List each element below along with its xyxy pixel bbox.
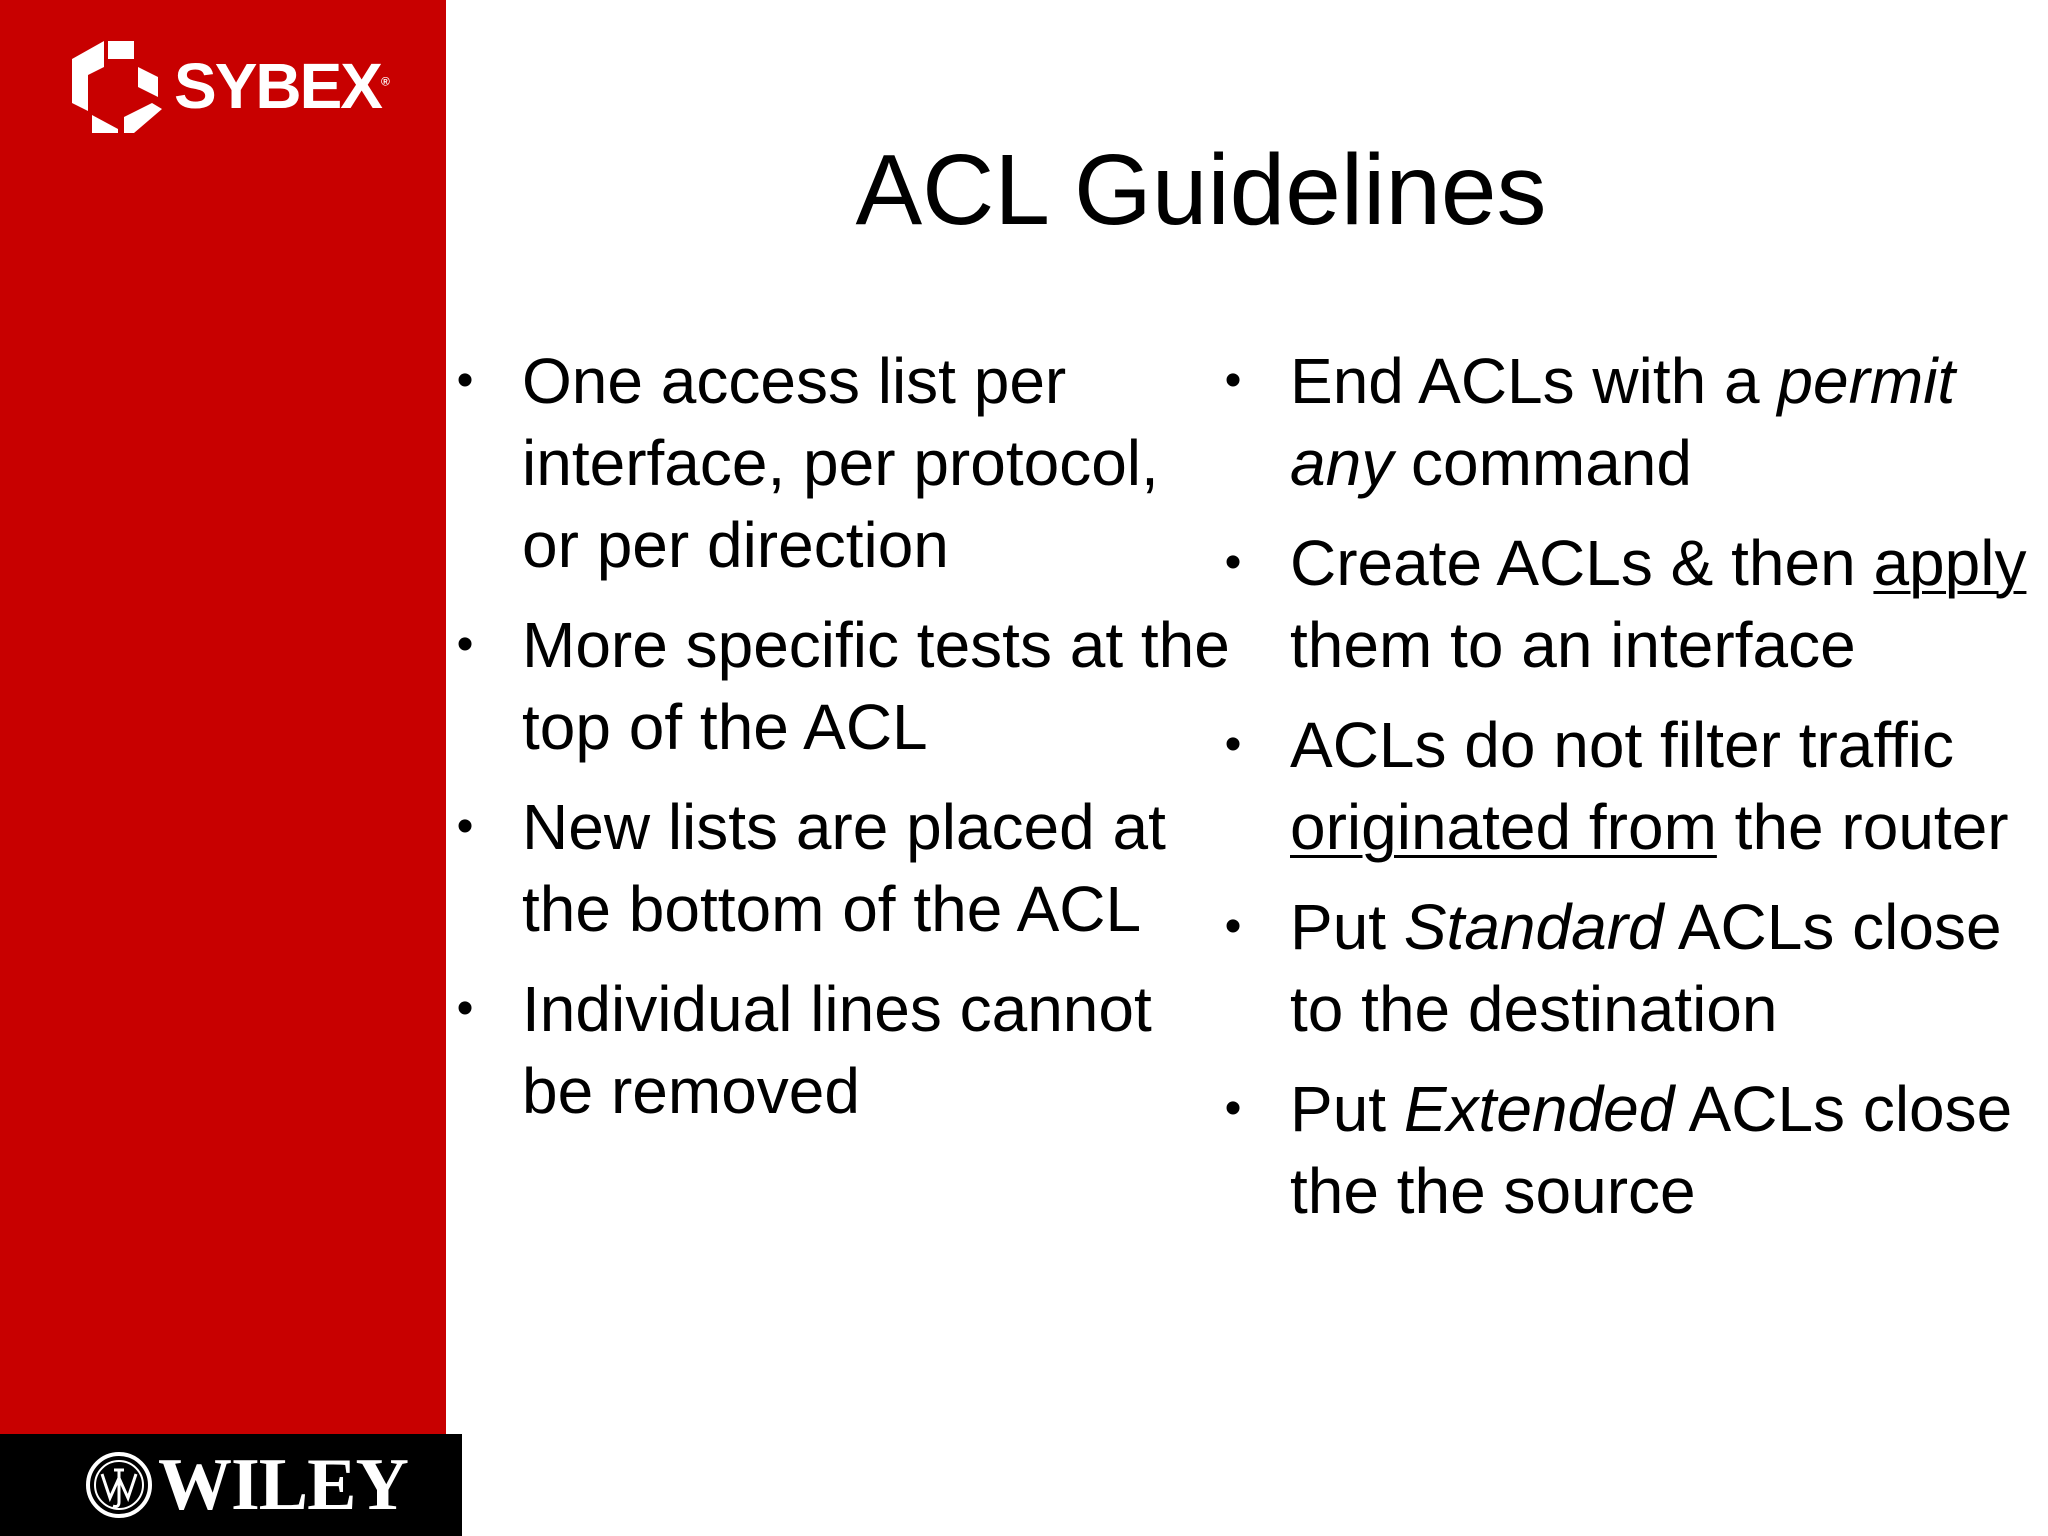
bullet-icon: • <box>1224 354 1242 407</box>
bullet-icon: • <box>456 354 474 407</box>
bullet-icon: • <box>1224 536 1242 589</box>
wiley-wordmark: WILEY <box>158 1444 408 1526</box>
bullet-icon: • <box>1224 718 1242 771</box>
list-item: • New lists are placed at the bottom of the ACL <box>450 786 1230 950</box>
left-bullet-list <box>450 340 1230 1150</box>
slide-title: ACL Guidelines <box>855 134 1547 246</box>
list-item: • Put Extended ACLs close the the source <box>1218 1068 2038 1232</box>
bullet-icon: • <box>1224 1082 1242 1135</box>
list-item: • ACLs do not filter traffic originated from the router <box>1218 704 2038 868</box>
sybex-logo <box>68 36 398 136</box>
sybex-wordmark: SYBEX® <box>174 50 388 122</box>
bullet-icon: • <box>456 982 474 1035</box>
bullet-icon: • <box>456 618 474 671</box>
list-item: • End ACLs with a permit any command <box>1218 340 2038 504</box>
sybex-cube-icon <box>68 37 166 135</box>
bullet-icon: • <box>1224 900 1242 953</box>
wiley-footer-bar <box>0 1434 462 1536</box>
list-item: • One access list per interface, per protocol, or per direction <box>450 340 1230 586</box>
bullet-icon: • <box>456 800 474 853</box>
list-item: • Put Standard ACLs close to the destination <box>1218 886 2038 1050</box>
wiley-seal-icon <box>84 1450 154 1520</box>
red-sidebar <box>0 0 446 1536</box>
list-item: • Create ACLs & then apply them to an interface <box>1218 522 2038 686</box>
list-item: • Individual lines cannot be removed <box>450 968 1230 1132</box>
right-bullet-list <box>1218 340 2038 1250</box>
list-item: • More specific tests at the top of the ACL <box>450 604 1230 768</box>
